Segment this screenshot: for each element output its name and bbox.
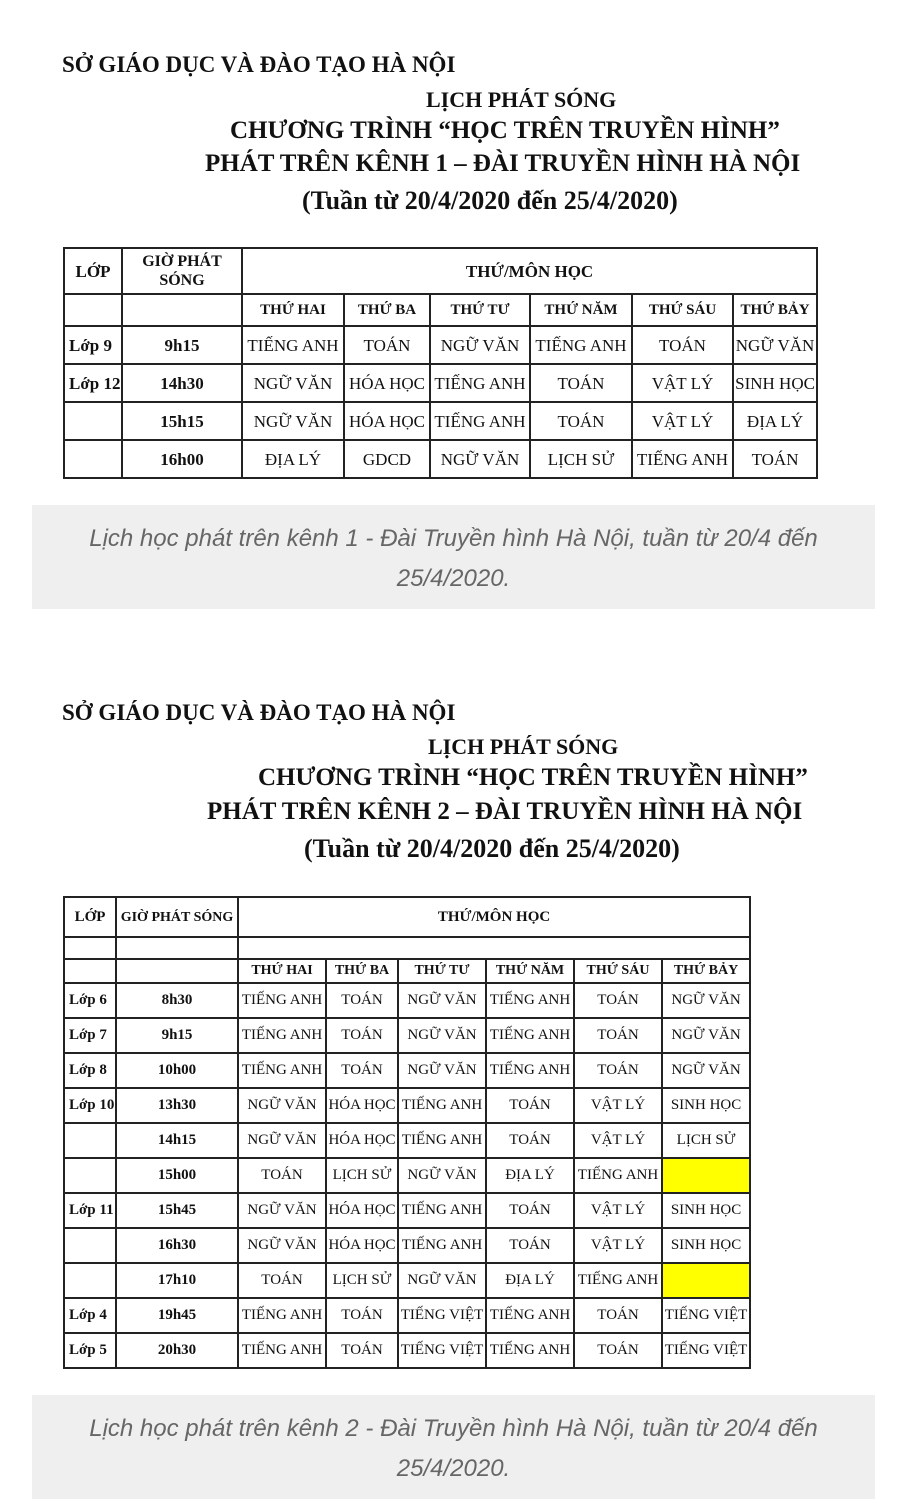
class-cell xyxy=(64,440,122,478)
subject-cell: NGỮ VĂN xyxy=(398,983,486,1018)
subject-cell: TIẾNG ANH xyxy=(238,1018,326,1053)
day-header: THỨ NĂM xyxy=(530,294,632,326)
subject-cell: TOÁN xyxy=(574,1333,662,1368)
class-cell: Lớp 9 xyxy=(64,326,122,364)
table-row xyxy=(64,1088,750,1123)
class-cell xyxy=(64,1263,116,1298)
table-row xyxy=(64,983,750,1018)
subject-cell: TOÁN xyxy=(632,326,733,364)
subject-cell: TOÁN xyxy=(486,1228,574,1263)
subject-cell: NGỮ VĂN xyxy=(430,440,530,478)
time-cell: 19h45 xyxy=(116,1298,238,1333)
empty-cell xyxy=(64,937,116,959)
subject-cell: TIẾNG VIỆT xyxy=(662,1333,750,1368)
time-cell: 17h10 xyxy=(116,1263,238,1298)
subject-cell: TOÁN xyxy=(326,1298,398,1333)
class-cell: Lớp 11 xyxy=(64,1193,116,1228)
subject-cell: SINH HỌC xyxy=(662,1088,750,1123)
time-cell: 9h15 xyxy=(116,1018,238,1053)
subject-cell: TOÁN xyxy=(326,1053,398,1088)
table-row xyxy=(64,1298,750,1333)
time-cell: 9h15 xyxy=(122,326,242,364)
class-cell: Lớp 6 xyxy=(64,983,116,1018)
subject-cell: NGỮ VĂN xyxy=(398,1053,486,1088)
empty-cell xyxy=(64,294,122,326)
table-row xyxy=(64,1123,750,1158)
class-cell: Lớp 12 xyxy=(64,364,122,402)
class-cell: Lớp 5 xyxy=(64,1333,116,1368)
schedule-subtitle: LỊCH PHÁT SÓNG xyxy=(428,734,619,759)
org-title: SỞ GIÁO DỤC VÀ ĐÀO TẠO HÀ NỘI xyxy=(62,52,456,77)
subject-cell: NGỮ VĂN xyxy=(238,1228,326,1263)
subject-cell: NGỮ VĂN xyxy=(398,1158,486,1193)
subject-cell: VẬT LÝ xyxy=(574,1088,662,1123)
empty-cell xyxy=(64,959,116,983)
empty-cell xyxy=(116,959,238,983)
week-range: (Tuần từ 20/4/2020 đến 25/4/2020) xyxy=(302,186,678,215)
subject-cell: NGỮ VĂN xyxy=(430,326,530,364)
day-header: THỨ BA xyxy=(326,959,398,983)
schedule-table-1 xyxy=(63,247,818,479)
subject-cell: HÓA HỌC xyxy=(326,1123,398,1158)
subject-cell: TIẾNG ANH xyxy=(574,1263,662,1298)
subject-cell: TIẾNG ANH xyxy=(486,1018,574,1053)
subject-cell: VẬT LÝ xyxy=(632,402,733,440)
subject-cell: ĐỊA LÝ xyxy=(486,1158,574,1193)
time-cell: 14h30 xyxy=(122,364,242,402)
program-title: CHƯƠNG TRÌNH “HỌC TRÊN TRUYỀN HÌNH” xyxy=(230,117,780,144)
channel-title: PHÁT TRÊN KÊNH 2 – ĐÀI TRUYỀN HÌNH HÀ NỘI xyxy=(207,798,803,825)
day-header: THỨ BA xyxy=(344,294,430,326)
table-row xyxy=(64,1193,750,1228)
broadcast-time-header: GIỜ PHÁT SÓNG xyxy=(122,248,242,294)
subject-cell: NGỮ VĂN xyxy=(238,1123,326,1158)
channel-title: PHÁT TRÊN KÊNH 1 – ĐÀI TRUYỀN HÌNH HÀ NỘI xyxy=(205,150,801,177)
schedule-subtitle: LỊCH PHÁT SÓNG xyxy=(426,87,617,112)
time-cell: 10h00 xyxy=(116,1053,238,1088)
subject-cell: TOÁN xyxy=(574,1018,662,1053)
table-row xyxy=(64,402,817,440)
subject-cell: TOÁN xyxy=(574,1053,662,1088)
program-title: CHƯƠNG TRÌNH “HỌC TRÊN TRUYỀN HÌNH” xyxy=(258,764,808,791)
subject-cell: NGỮ VĂN xyxy=(242,402,344,440)
broadcast-time-header: GIỜ PHÁT SÓNG xyxy=(116,897,238,937)
subject-cell: TOÁN xyxy=(530,402,632,440)
class-cell: Lớp 7 xyxy=(64,1018,116,1053)
subject-cell: NGỮ VĂN xyxy=(662,1018,750,1053)
day-subject-header: THỨ/MÔN HỌC xyxy=(238,897,750,937)
subject-cell: SINH HỌC xyxy=(662,1228,750,1263)
subject-cell: TIẾNG ANH xyxy=(398,1088,486,1123)
subject-cell: TOÁN xyxy=(326,1333,398,1368)
table-row xyxy=(64,364,817,402)
class-cell xyxy=(64,1228,116,1263)
subject-cell: LỊCH SỬ xyxy=(326,1158,398,1193)
table-row xyxy=(64,1228,750,1263)
subject-cell: TIẾNG ANH xyxy=(530,326,632,364)
time-cell: 15h45 xyxy=(116,1193,238,1228)
subject-cell: TIẾNG ANH xyxy=(242,326,344,364)
subject-cell: GDCD xyxy=(344,440,430,478)
time-cell: 15h15 xyxy=(122,402,242,440)
subject-cell: TIẾNG ANH xyxy=(486,983,574,1018)
subject-cell: TIẾNG ANH xyxy=(238,983,326,1018)
day-header: THỨ SÁU xyxy=(632,294,733,326)
subject-cell: TIẾNG ANH xyxy=(486,1298,574,1333)
subject-cell: TIẾNG VIỆT xyxy=(662,1298,750,1333)
subject-cell: LỊCH SỬ xyxy=(662,1123,750,1158)
day-header: THỨ NĂM xyxy=(486,959,574,983)
highlighted-empty-cell xyxy=(662,1158,750,1193)
subject-cell: TOÁN xyxy=(574,1298,662,1333)
week-range: (Tuần từ 20/4/2020 đến 25/4/2020) xyxy=(304,834,680,863)
table-row xyxy=(64,326,817,364)
subject-cell: HÓA HỌC xyxy=(344,364,430,402)
subject-cell: TIẾNG ANH xyxy=(430,402,530,440)
subject-cell: NGỮ VĂN xyxy=(238,1088,326,1123)
day-header: THỨ BẢY xyxy=(662,959,750,983)
subject-cell: HÓA HỌC xyxy=(326,1088,398,1123)
subject-cell: HÓA HỌC xyxy=(344,402,430,440)
empty-cell xyxy=(122,294,242,326)
subject-cell: VẬT LÝ xyxy=(574,1228,662,1263)
org-title: SỞ GIÁO DỤC VÀ ĐÀO TẠO HÀ NỘI xyxy=(62,700,456,725)
subject-cell: TIẾNG ANH xyxy=(238,1053,326,1088)
class-cell: Lớp 8 xyxy=(64,1053,116,1088)
subject-cell: TOÁN xyxy=(574,983,662,1018)
subject-cell: LỊCH SỬ xyxy=(326,1263,398,1298)
subject-cell: TIẾNG ANH xyxy=(486,1053,574,1088)
table-row xyxy=(64,1263,750,1298)
subject-cell: NGỮ VĂN xyxy=(398,1018,486,1053)
subject-cell: TIẾNG ANH xyxy=(430,364,530,402)
subject-cell: TOÁN xyxy=(238,1158,326,1193)
day-header: THỨ HAI xyxy=(242,294,344,326)
empty-cell xyxy=(116,937,238,959)
subject-cell: VẬT LÝ xyxy=(574,1123,662,1158)
subject-cell: LỊCH SỬ xyxy=(530,440,632,478)
subject-cell: NGỮ VĂN xyxy=(662,983,750,1018)
time-cell: 8h30 xyxy=(116,983,238,1018)
table-row xyxy=(64,1053,750,1088)
subject-cell: TOÁN xyxy=(326,983,398,1018)
table-row xyxy=(64,1333,750,1368)
subject-cell: NGỮ VĂN xyxy=(238,1193,326,1228)
subject-cell: TOÁN xyxy=(344,326,430,364)
table-row xyxy=(64,1158,750,1193)
subject-cell: VẬT LÝ xyxy=(574,1193,662,1228)
subject-cell: TIẾNG ANH xyxy=(398,1228,486,1263)
class-cell xyxy=(64,402,122,440)
time-cell: 16h30 xyxy=(116,1228,238,1263)
subject-cell: ĐỊA LÝ xyxy=(733,402,817,440)
subject-cell: TIẾNG VIỆT xyxy=(398,1333,486,1368)
subject-cell: TIẾNG VIỆT xyxy=(398,1298,486,1333)
subject-cell: TIẾNG ANH xyxy=(398,1193,486,1228)
subject-cell: SINH HỌC xyxy=(733,364,817,402)
day-header: THỨ SÁU xyxy=(574,959,662,983)
subject-cell: TIẾNG ANH xyxy=(238,1333,326,1368)
subject-cell: TOÁN xyxy=(486,1123,574,1158)
subject-cell: TIẾNG ANH xyxy=(398,1123,486,1158)
subject-cell: TIẾNG ANH xyxy=(238,1298,326,1333)
table-row xyxy=(64,1018,750,1053)
subject-cell: TOÁN xyxy=(530,364,632,402)
time-cell: 15h00 xyxy=(116,1158,238,1193)
subject-cell: TIẾNG ANH xyxy=(574,1158,662,1193)
day-header: THỨ TƯ xyxy=(430,294,530,326)
subject-cell: NGỮ VĂN xyxy=(398,1263,486,1298)
time-cell: 20h30 xyxy=(116,1333,238,1368)
subject-cell: TOÁN xyxy=(238,1263,326,1298)
time-cell: 13h30 xyxy=(116,1088,238,1123)
time-cell: 14h15 xyxy=(116,1123,238,1158)
subject-cell: NGỮ VĂN xyxy=(662,1053,750,1088)
time-cell: 16h00 xyxy=(122,440,242,478)
subject-cell: NGỮ VĂN xyxy=(733,326,817,364)
subject-cell: HÓA HỌC xyxy=(326,1193,398,1228)
lop-header: LỚP xyxy=(64,897,116,937)
table-row xyxy=(64,440,817,478)
subject-cell: TOÁN xyxy=(486,1088,574,1123)
day-subject-header: THỨ/MÔN HỌC xyxy=(242,248,817,294)
class-cell: Lớp 10 xyxy=(64,1088,116,1123)
subject-cell: TIẾNG ANH xyxy=(632,440,733,478)
schedule-table-2 xyxy=(63,896,751,1369)
subject-cell: SINH HỌC xyxy=(662,1193,750,1228)
subject-cell: TOÁN xyxy=(733,440,817,478)
image-caption-2: Lịch học phát trên kênh 2 - Đài Truyền hình Hà Nội, tuần từ 20/4 đến 25/4/2020. xyxy=(32,1395,875,1499)
lop-header: LỚP xyxy=(64,248,122,294)
subject-cell: TOÁN xyxy=(326,1018,398,1053)
subject-cell: ĐỊA LÝ xyxy=(486,1263,574,1298)
class-cell xyxy=(64,1123,116,1158)
day-header: THỨ HAI xyxy=(238,959,326,983)
class-cell: Lớp 4 xyxy=(64,1298,116,1333)
subject-cell: VẬT LÝ xyxy=(632,364,733,402)
empty-cell xyxy=(238,937,750,959)
class-cell xyxy=(64,1158,116,1193)
subject-cell: NGỮ VĂN xyxy=(242,364,344,402)
subject-cell: TOÁN xyxy=(486,1193,574,1228)
image-caption-1: Lịch học phát trên kênh 1 - Đài Truyền hình Hà Nội, tuần từ 20/4 đến 25/4/2020. xyxy=(32,505,875,609)
day-header: THỨ TƯ xyxy=(398,959,486,983)
subject-cell: ĐỊA LÝ xyxy=(242,440,344,478)
subject-cell: HÓA HỌC xyxy=(326,1228,398,1263)
subject-cell: TIẾNG ANH xyxy=(486,1333,574,1368)
highlighted-empty-cell xyxy=(662,1263,750,1298)
schedule-channel-2 xyxy=(0,680,906,1380)
day-header: THỨ BẢY xyxy=(733,294,817,326)
